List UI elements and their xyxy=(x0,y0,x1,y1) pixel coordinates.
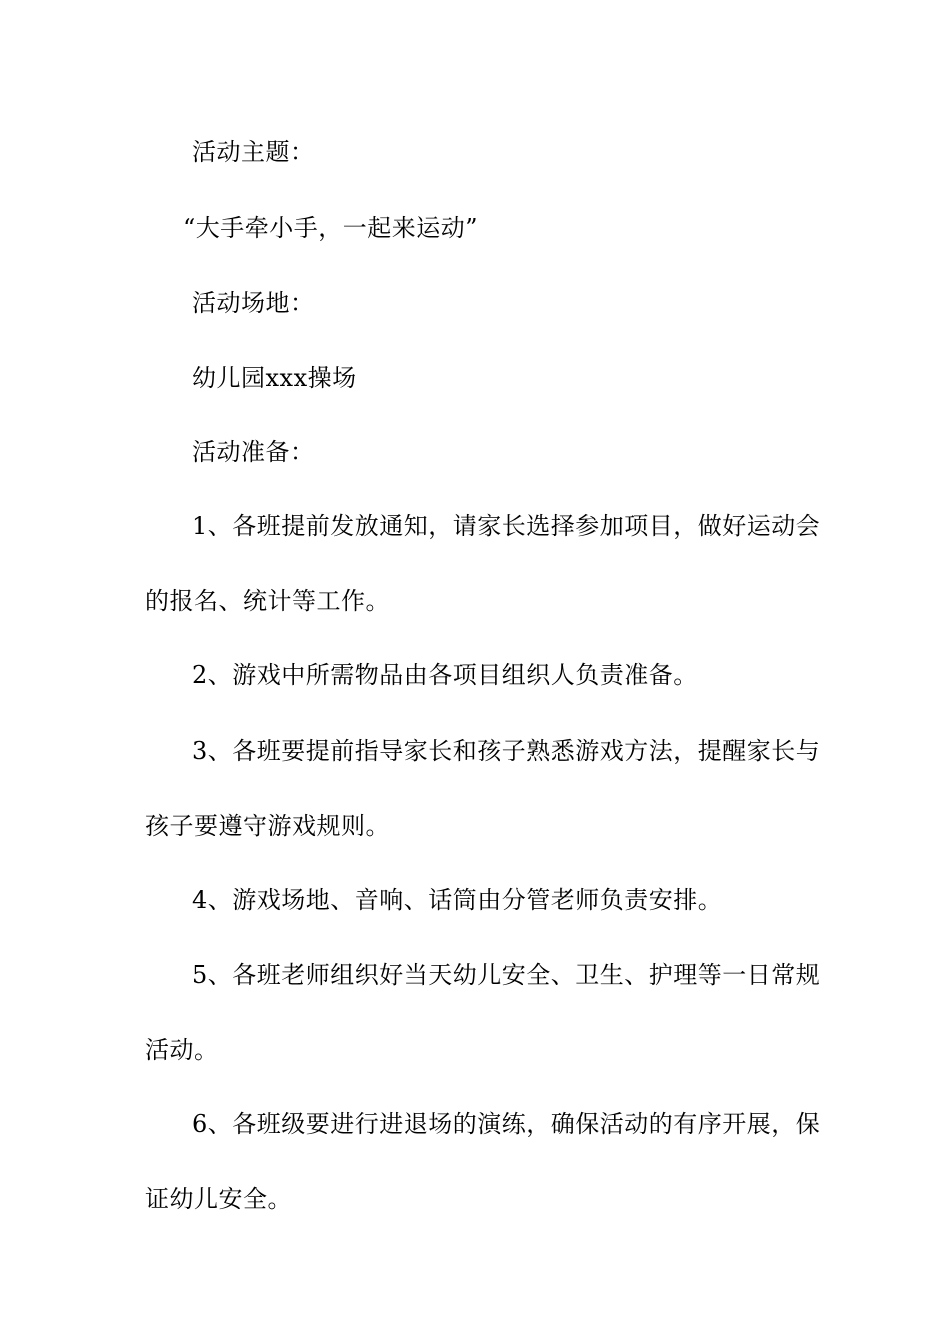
theme-label: 活动主题： xyxy=(192,138,315,166)
venue-value: 幼儿园xxx操场 xyxy=(192,364,357,392)
prep-item-1-line-1: 1、各班提前发放通知，请家长选择参加项目，做好运动会 xyxy=(192,512,821,540)
prep-item-4-line-1: 4、游戏场地、音响、话筒由分管老师负责安排。 xyxy=(192,886,723,914)
prep-item-6-line-2: 证幼儿安全。 xyxy=(145,1185,292,1213)
preparation-label: 活动准备： xyxy=(192,438,315,466)
prep-item-2-line-1: 2、游戏中所需物品由各项目组织人负责准备。 xyxy=(192,661,698,689)
prep-item-3-line-2: 孩子要遵守游戏规则。 xyxy=(145,812,390,840)
prep-item-5-line-2: 活动。 xyxy=(145,1036,219,1064)
prep-item-5-line-1: 5、各班老师组织好当天幼儿安全、卫生、护理等一日常规 xyxy=(192,961,821,989)
venue-label: 活动场地： xyxy=(192,289,315,317)
prep-item-1-line-2: 的报名、统计等工作。 xyxy=(145,587,390,615)
prep-item-3-line-1: 3、各班要提前指导家长和孩子熟悉游戏方法，提醒家长与 xyxy=(192,737,821,765)
prep-item-6-line-1: 6、各班级要进行进退场的演练，确保活动的有序开展，保 xyxy=(192,1110,821,1138)
theme-value: “大手牵小手，一起来运动” xyxy=(183,214,479,242)
